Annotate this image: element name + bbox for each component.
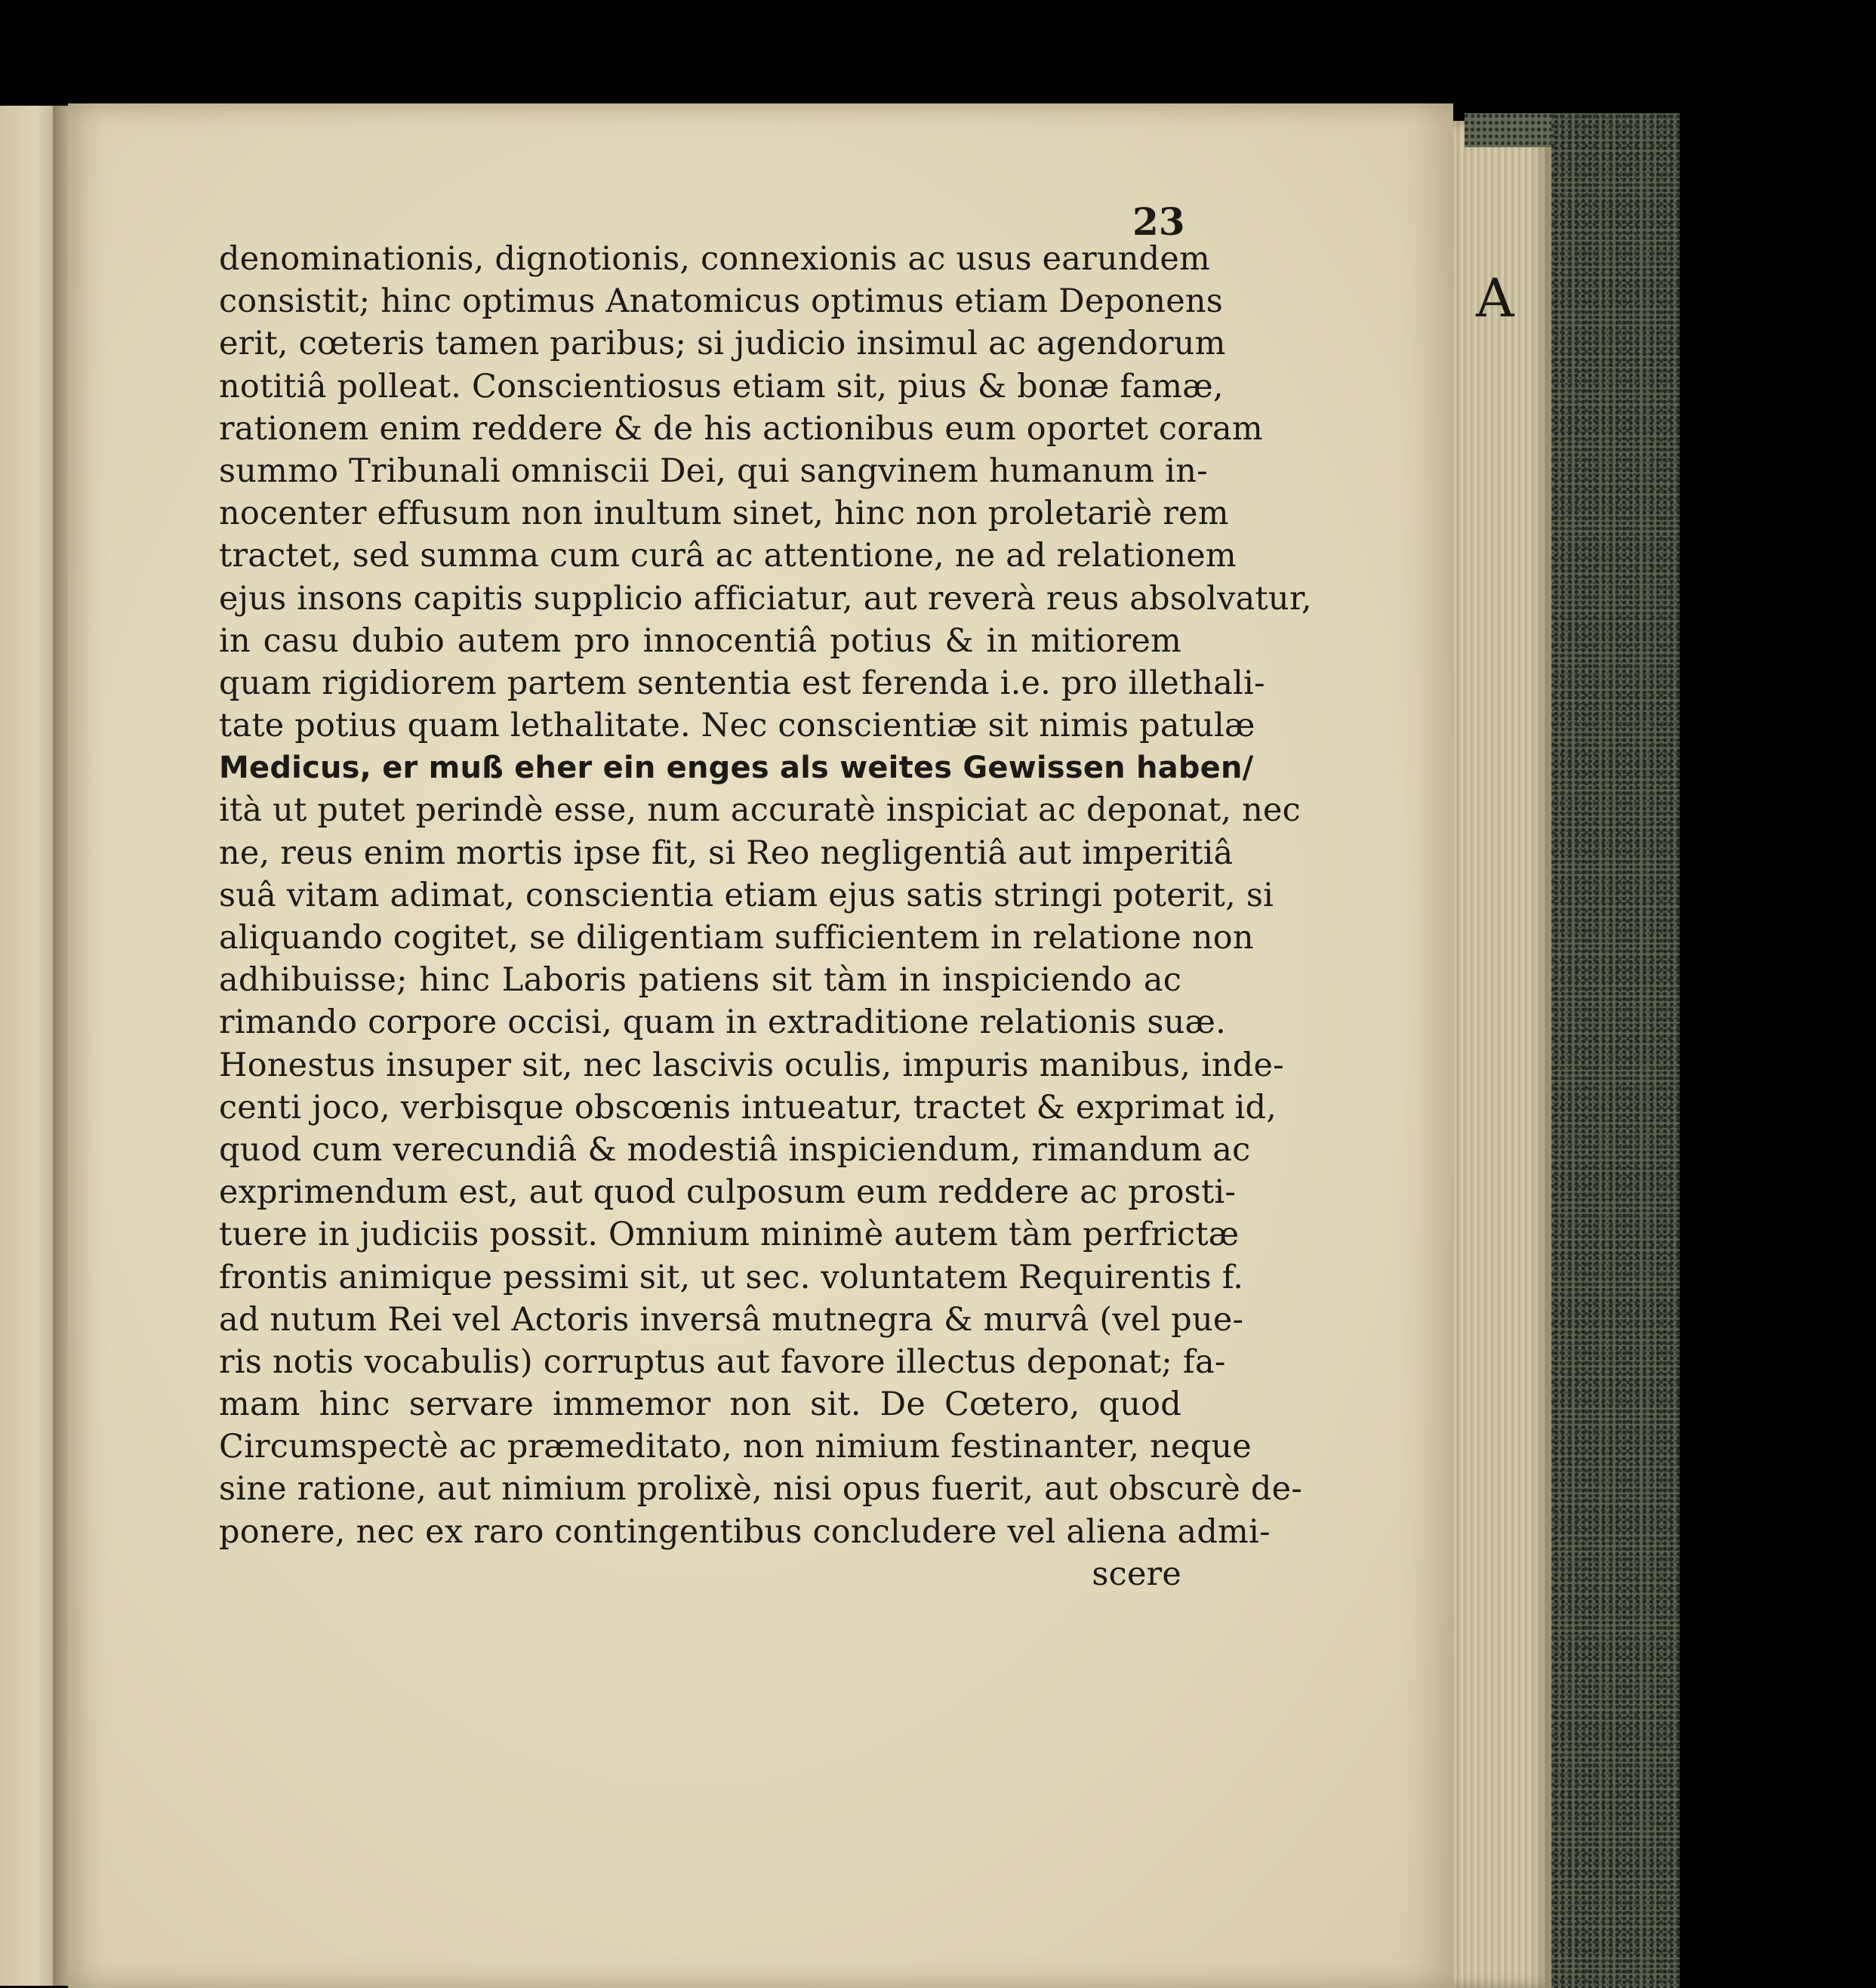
text-line: suâ vitam adimat, conscientia etiam ejus satis stringi poterit, si [219, 876, 1274, 914]
text-line: Honestus insuper sit, nec lascivis oculis, impuris manibus, inde- [219, 1046, 1284, 1084]
text-line: Circumspectè ac præmeditato, non nimium festinanter, neque [219, 1428, 1252, 1466]
text-line: ne, reus enim mortis ipse fit, si Reo negligentiâ aut imperitiâ [219, 834, 1234, 872]
text-line: summo Tribunali omniscii Dei, qui sangvinem humanum in- [219, 452, 1208, 490]
text-line: quod cum verecundiâ & modestiâ inspiciendum, rimandum ac [219, 1130, 1251, 1169]
previous-page-edge [0, 106, 60, 1986]
text-line: ad nutum Rei vel Actoris inversâ mutnegra & murvâ (vel pue- [219, 1300, 1244, 1339]
text-line: frontis animique pessimi sit, ut sec. voluntatem Requirentis f. [219, 1258, 1244, 1296]
text-block [219, 238, 1312, 1595]
text-line: ponere, nec ex raro contingentibus concludere vel aliena admi- [219, 1512, 1271, 1551]
text-line: in casu dubio autem pro innocentiâ potius & in mitiorem [219, 621, 1181, 660]
text-line: quam rigidiorem partem sententia est ferenda i.e. pro illethali- [219, 664, 1265, 702]
text-line: ejus insons capitis supplicio afficiatur, aut reverà reus absolvatur, [219, 579, 1312, 618]
text-line: nocenter effusum non inultum sinet, hinc non proletariè rem [219, 495, 1229, 533]
page-edges [1453, 121, 1551, 1988]
text-line: rationem enim reddere & de his actionibus eum oportet coram [219, 409, 1263, 448]
text-line: tractet, sed summa cum curâ ac attentione, ne ad relationem [219, 537, 1237, 575]
catchword: scere [1092, 1555, 1181, 1593]
text-line-fraktur: Medicus, er muß eher ein enges als weites Gewissen haben/ [219, 751, 1254, 786]
text-line: ità ut putet perindè esse, num accuratè inspiciat ac deponat, nec [219, 791, 1301, 830]
text-line: rimando corpore occisi, quam in extraditione relationis suæ. [219, 1003, 1226, 1042]
text-line: tate potius quam lethalitate. Nec conscientiæ sit nimis patulæ [219, 707, 1255, 745]
text-line: denominationis, dignotionis, connexionis ac usus earundem [219, 240, 1210, 278]
thumb-tab-letter: A [1476, 267, 1514, 329]
text-line: aliquando cogitet, se diligentiam sufficientem in relatione non [219, 919, 1254, 957]
text-line: tuere in judiciis possit. Omnium minimè autem tàm perfrictæ [219, 1216, 1240, 1254]
text-line: erit, cœteris tamen paribus; si judicio insimul ac agendorum [219, 325, 1226, 363]
text-line: centi joco, verbisque obscœnis intueatur, tractet & exprimat id, [219, 1088, 1277, 1127]
text-line: notitiâ polleat. Conscientiosus etiam sit, pius & bonæ famæ, [219, 367, 1224, 405]
marbled-cover-board [1551, 113, 1680, 1988]
text-line: exprimendum est, aut quod culposum eum reddere ac prosti- [219, 1173, 1237, 1212]
page-number: 23 [1132, 199, 1185, 244]
text-line: consistit; hinc optimus Anatomicus optimus etiam Deponens [219, 282, 1223, 321]
text-line: ris notis vocabulis) corruptus aut favore illectus deponat; fa- [219, 1342, 1226, 1381]
text-line: mam hinc servare immemor non sit. De Cœtero, quod [219, 1385, 1181, 1424]
text-line: sine ratione, aut nimium prolixè, nisi opus fuerit, aut obscurè de- [219, 1470, 1302, 1509]
text-line: adhibuisse; hinc Laboris patiens sit tàm in inspiciendo ac [219, 961, 1181, 1000]
